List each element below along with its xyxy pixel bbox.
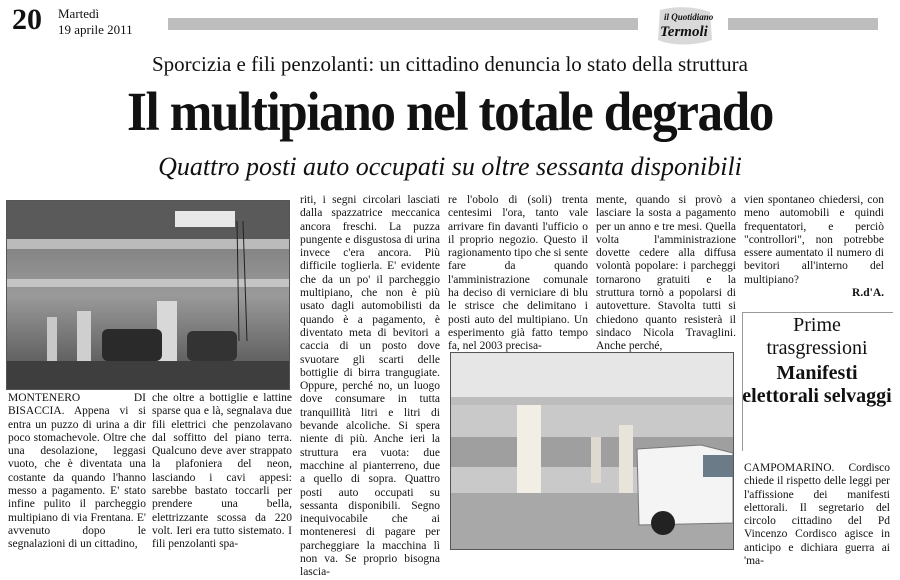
sidebar-body: CAMPOMARINO. Cordisco chiede il rispetto delle leggi per l'affissione dei manifesti elettorali. Il segretario del circolo cittadino del Pd Vincenzo Cordisco agisce in anticipo e dichiara guerra ai 'ma- [744, 462, 890, 568]
header-rule-right [728, 18, 878, 30]
page-number: 20 [12, 3, 42, 36]
author-signature: R.d'A. [852, 287, 884, 300]
logo-title: Termoli [660, 24, 708, 40]
article-headline: Il multipiano nel totale degrado [127, 81, 773, 142]
article-subheadline: Quattro posti auto occupati su oltre sessanta disponibili [158, 152, 742, 181]
article-column-2: che oltre a bottiglie e lattine sparse qua e là, segnalava due fili elettrici che penzolavano dal soffitto del piano terra. Qualcuno deve aver strappato la plafoniera del neon, lasciando i cavi appesi: sarebbe bastato toccarli per prendere una bella, elettrizzante scossa da 220 volt. Ieri era tutto sistemato. I fili penzolanti spa- [152, 392, 292, 551]
header-rule-left [168, 18, 638, 30]
garage-photo-1 [6, 200, 290, 390]
article-kicker: Sporcizia e fili penzolanti: un cittadino denuncia lo stato della struttura [152, 52, 748, 76]
article-column-6-text: vien spontaneo chiedersi, con meno automobili e quindi frequentatori, e perciò "controllori", non potrebbe essere aumentato il numero di bevitori all'interno del multipiano? [744, 194, 884, 286]
article-column-5: mente, quando si provò a lasciare la sosta a pagamento per un anno e tre mesi. Quella volta l'amministrazione dovette cedere alla diffusa volontà popolare: i parcheggi tornarono gratuiti e la struttura tornò a popolarsi di autovetture. Stavolta tutti si chiedono quanto resisterà il sindaco Nicola Travaglini. Anche perché, [596, 194, 736, 353]
weekday: Martedì [58, 6, 100, 21]
garage-photo-2 [450, 352, 734, 550]
article-column-3: riti, i segni circolari lasciati dalla spazzatrice meccanica ancora freschi. La puzza pungente e disgustosa di urina invece c'era ancora. Più difficile toglierla. E' evidente che da un po' il parcheggio multipiano, che non è più usato dagli automobilisti da quando è a pagamento, è diventato meta di bevitori a caccia di un posto dove svuotare gli scarti delle bottiglie di birra trangugiate. Oppure, perché no, un luogo dove consumare in tutta tranquillità litri e litri di bevande alcoliche. Si spera niente di più. Anche ieri la struttura era vuota: due macchine al pianterreno, due a quello di sopra. Quattro posti auto occupati su sessanta disponibili. Segno inequivocabile che ai monteneresi di pagare per parcheggiare la macchina lì non va. Se proprio bisogna lascia- [300, 194, 440, 579]
date: 19 aprile 2011 [58, 22, 133, 37]
logo-subtitle: il Quotidiano [664, 12, 714, 22]
article-column-4: re l'obolo di (soli) trenta centesimi l'ora, tanto vale arrivare fin davanti l'ufficio o il proprio negozio. Questo il ragionamento tipo che si sente fare da quando l'amministrazione comunale ha deciso di verniciare di blu le strisce che delimitano i posti auto del multipiano. Un esperimento già fatto tempo fa, nel 2003 precisa- [448, 194, 588, 353]
article-column-6 [744, 194, 884, 300]
sidebar-title: Manifesti elettorali selvaggi [742, 362, 892, 407]
sidebar-kicker: Prime trasgressioni [766, 314, 868, 359]
article-column-1: MONTENERO DI BISACCIA. Appena vi si entra un puzzo di urina a dir poco stomachevole. Oltre che una desolazione, leggasi vuoto, che è diventata una costante da quando l'hanno messo a pagamento. E' stato infine pulito il parcheggio multipiano di via Frentana. E' avvenuto dopo le segnalazioni di un cittadino, [8, 392, 146, 551]
